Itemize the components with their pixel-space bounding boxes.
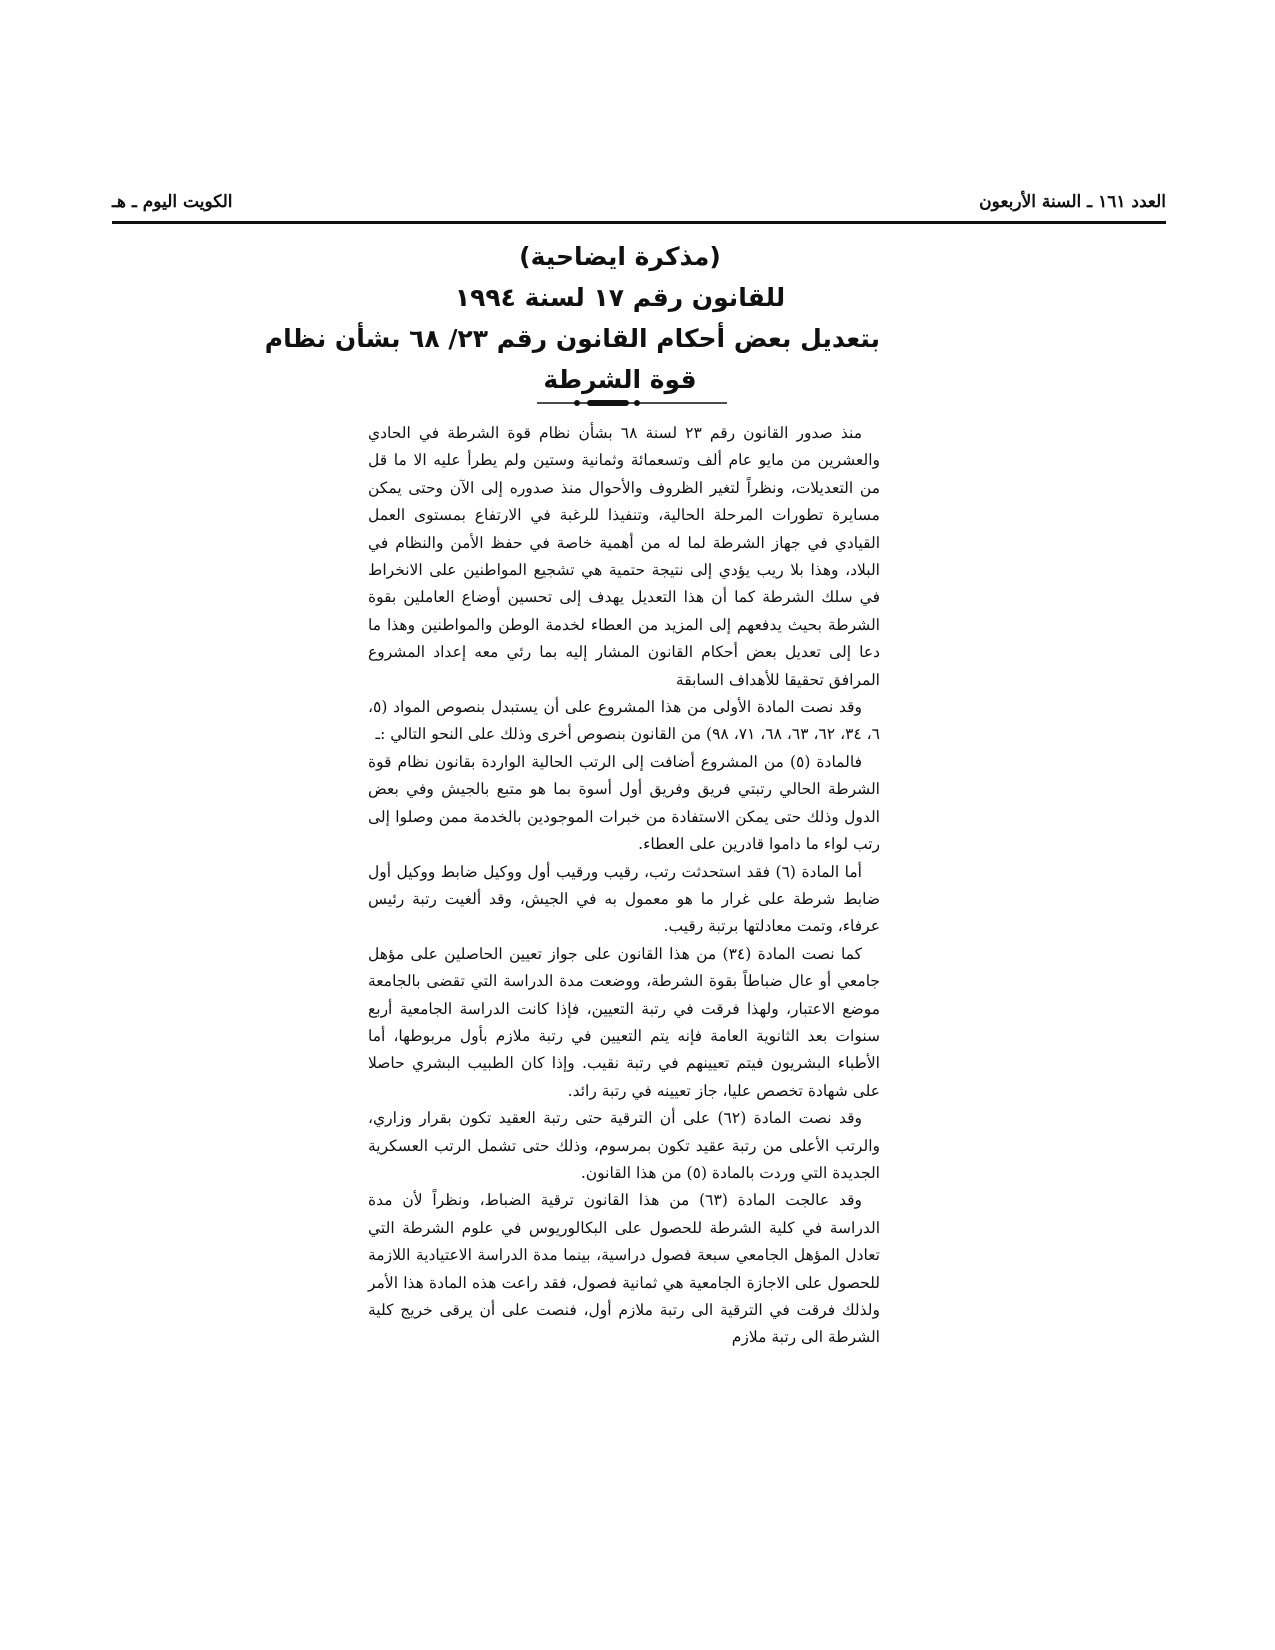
paragraph-3: فالمادة (٥) من المشروع أضافت إلى الرتب الحالية الواردة بقانون نظام قوة الشرطة الحالي رتبتي فريق وفريق أول أسوة بما هو متبع بالجيش وفي بعض الدول وذلك حتى يمكن الاستفادة من خبرات الموجودين بالخدمة ممن وصلوا إلى رتب لواء ما داموا قادرين على العطاء. xyxy=(368,752,880,854)
title-line-1: (مذكرة ايضاحية) xyxy=(519,242,721,271)
paragraph-7: وقد عالجت المادة (٦٣) من هذا القانون ترقية الضباط، ونظراً لأن مدة الدراسة في كلية الشرطة للحصول على البكالوريوس في علوم الشرطة التي تعادل المؤهل الجامعي سبعة فصول دراسية، بينما مدة الدراسة الاعتيادية اللازمة للحصول على الاجازة الجامعية هي ثمانية فصول، فقد راعت هذه المادة هذا الأمر ولذلك فرقت في الترقية الى رتبة ملازم أول، فنصت على أن يرقى خريج كلية الشرطة الى رتبة ملازم xyxy=(368,1191,880,1347)
paragraph-6: وقد نصت المادة (٦٢) على أن الترقية حتى رتبة العقيد تكون بقرار وزاري، والرتب الأعلى من رتبة عقيد تكون بمرسوم، وذلك حتى تشمل الرتب العسكرية الجديدة التي وردت بالمادة (٥) من هذا القانون. xyxy=(368,1109,880,1182)
page-header xyxy=(112,192,1166,220)
title-line-2: للقانون رقم ١٧ لسنة ١٩٩٤ xyxy=(454,283,786,312)
publication-label: الكويت اليوم ـ هـ xyxy=(112,192,233,212)
document-title xyxy=(264,236,880,400)
header-rule xyxy=(112,221,1166,224)
paragraph-2: وقد نصت المادة الأولى من هذا المشروع على أن يستبدل بنصوص المواد (٥، ٦، ٣٤، ٦٢، ٦٣، ٦٨، ٧١، ٩٨) من القانون بنصوص أخرى وذلك على النحو التالي :ـ xyxy=(368,698,880,744)
paragraph-5: كما نصت المادة (٣٤) من هذا القانون على جواز تعيين الحاصلين على مؤهل جامعي أو عال ضباطاً بقوة الشرطة، ووضعت مدة الدراسة التي تقضى بالجامعة موضع الاعتبار، ولهذا فرقت في رتبة التعيين، فإذا كانت الدراسة الجامعية أربع سنوات بعد الثانوية العامة فإنه يتم التعيين في رتبة ملازم بأول مربوطها، أما الأطباء البشريون فيتم تعيينهم في رتبة نقيب. وإذا كان الطبيب البشري حاصلا على شهادة تخصص عليا، جاز تعيينه في رتبة رائد. xyxy=(368,944,881,1100)
title-line-4: قوة الشرطة xyxy=(543,365,697,394)
paragraph-4: أما المادة (٦) فقد استحدثت رتب، رقيب ورقيب أول ووكيل ضابط ووكيل أول ضابط شرطة على غرار ما هو معمول به في الجيش، وقد ألغيت رتبة رئيس عرفاء، وتمت معادلتها برتبة رقيب. xyxy=(368,862,880,936)
issue-label: العدد ١٦١ ـ السنة الأربعون xyxy=(979,192,1166,212)
title-line-3: بتعديل بعض أحكام القانون رقم ٢٣/ ٦٨ بشأن نظام xyxy=(264,324,880,353)
title-divider-ornament xyxy=(537,397,727,409)
paragraph-1: منذ صدور القانون رقم ٢٣ لسنة ٦٨ بشأن نظام قوة الشرطة في الحادي والعشرين من مايو عام ألف وتسعمائة وثمانية وستين ولم يطرأ عليه الا ما قل من التعديلات، ونظراً لتغير الظروف والأحوال منذ صدوره إلى الآن وحتى يمكن مسايرة تطورات المرحلة الحالية، وتنفيذا للرغبة في الارتفاع بمستوى العمل القيادي في جهاز الشرطة لما له من أهمية خاصة في حفظ الأمن والنظام في البلاد، وهذا بلا ريب يؤدي إلى نتيجة حتمية هي تشجيع المواطنين على الانخراط في سلك الشرطة كما أن هذا التعديل يهدف إلى تحسين أوضاع العاملين بقوة الشرطة بحيث يدفعهم إلى المزيد من العطاء لخدمة الوطن والمواطنين وهذا ما دعا إلى تعديل بعض أحكام القانون المشار إليه بما رئي معه إعداد المشروع المرافق تحقيقا للأهداف السابقة xyxy=(368,424,880,689)
memo-body xyxy=(368,420,880,1352)
